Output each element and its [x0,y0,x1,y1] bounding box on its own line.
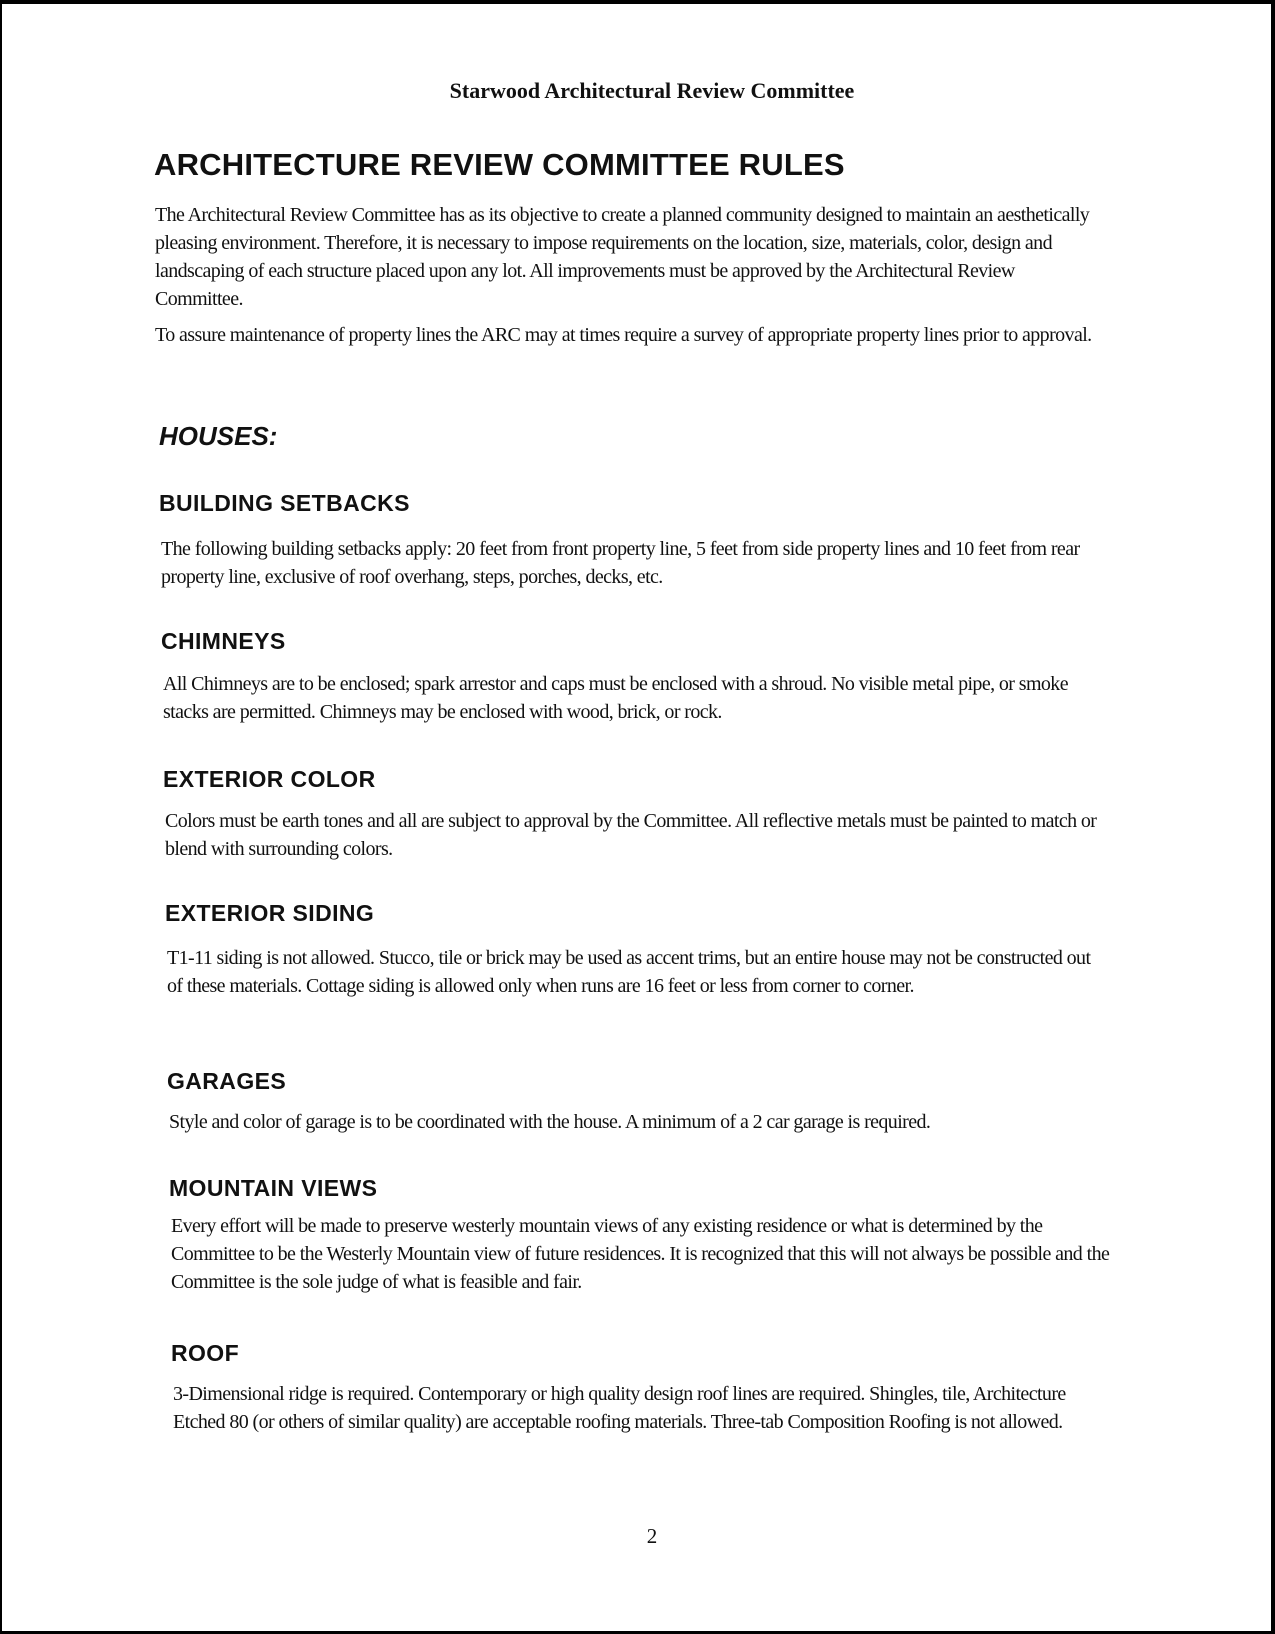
text-chimneys: All Chimneys are to be enclosed; spark arrestor and caps must be enclosed with a shroud. No visible metal pipe, or smoke stacks are permitted. Chimneys may be enclosed with wood, brick, or rock. [163,673,1068,723]
heading-building-setbacks: BUILDING SETBACKS [159,490,410,516]
text-garages: Style and color of garage is to be coordinated with the house. A minimum of a 2 car garage is required. [169,1111,931,1133]
heading-mountain-views: MOUNTAIN VIEWS [169,1175,378,1201]
text-building-setbacks: The following building setbacks apply: 20 feet from front property line, 5 feet from side property lines and 10 feet from rear property line, exclusive of roof overhang, steps, porches, decks, etc. [161,538,1080,588]
intro-paragraph-1: The Architectural Review Committee has as its objective to create a planned community designed to maintain an aesthetically pleasing environment. Therefore, it is necessary to impose requirements on the location, size, materials, color, design and landscaping of each structure placed upon any lot. All improvements must be approved by the Architectural Review Committee. [155,204,1090,310]
text-mountain-views: Every effort will be made to preserve westerly mountain views of any existing residence or what is determined by the Committee to be the Westerly Mountain view of future residences. It is recognized that this will not always be possible and the Committee is the sole judge of what is feasible and fair. [171,1215,1110,1293]
heading-roof: ROOF [171,1340,240,1366]
heading-garages: GARAGES [167,1068,287,1094]
text-exterior-siding: T1-11 siding is not allowed. Stucco, tile or brick may be used as accent trims, but an entire house may not be constructed out of these materials. Cottage siding is allowed only when runs are 16 feet or less from corner to corner. [167,947,1091,997]
page-number: 2 [646,1524,658,1548]
organization-header: Starwood Architectural Review Committee [449,78,855,103]
text-roof: 3-Dimensional ridge is required. Contemporary or high quality design roof lines are required. Shingles, tile, Architecture Etched 80 (or others of similar quality) are acceptable roofing materials. Three-tab Composition Roofing is not allowed. [173,1383,1066,1433]
heading-exterior-siding: EXTERIOR SIDING [165,900,375,926]
text-exterior-color: Colors must be earth tones and all are subject to approval by the Committee. All reflective metals must be painted to match or blend with surrounding colors. [165,810,1097,860]
section-label-houses: HOUSES: [159,421,278,451]
heading-exterior-color: EXTERIOR COLOR [163,766,376,792]
heading-chimneys: CHIMNEYS [161,628,286,654]
intro-paragraph-2: To assure maintenance of property lines the ARC may at times require a survey of appropriate property lines prior to approval. [155,324,1092,346]
page-title: ARCHITECTURE REVIEW COMMITTEE RULES [154,147,845,182]
